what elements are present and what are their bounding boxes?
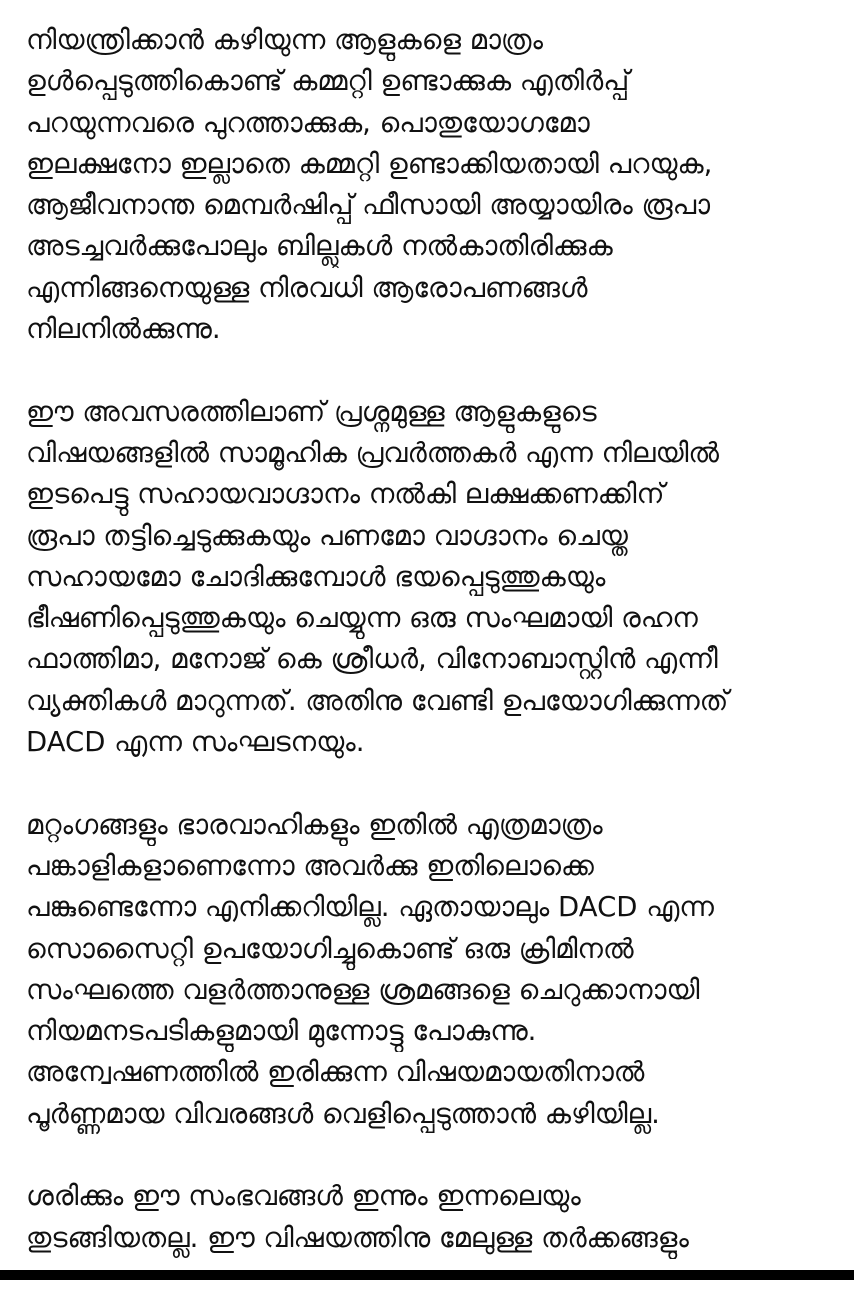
text-line: DACD എന്ന സംഘടനയും.: [26, 726, 365, 759]
text-line: ഫാത്തിമാ, മനോജ് കെ ശ്രീധർ, വിനോബാസ്റ്റിൻ എന്നീ: [26, 643, 718, 676]
paragraph-2: [26, 392, 832, 764]
text-line: നിലനിൽക്കുന്നു.: [26, 313, 221, 346]
text-line: ഭീഷണിപ്പെടുത്തുകയും ചെയ്യുന്ന ഒരു സംഘമായി രഹന: [26, 602, 698, 635]
text-line: പൂർണ്ണമായ വിവരങ്ങൾ വെളിപ്പെടുത്താൻ കഴിയില്ല.: [26, 1097, 660, 1130]
text-line: തുടങ്ങിയതല്ല. ഈ വിഷയത്തിനു മേലുള്ള തർക്കങ്ങളും: [26, 1221, 689, 1254]
text-line: സംഘത്തെ വളർത്താനുള്ള ശ്രമങ്ങളെ ചെറുക്കാനായി: [26, 973, 700, 1006]
text-line: രൂപാ തട്ടിച്ചെടുക്കുകയും പണമോ വാഗ്ദാനം ചെയ്ത: [26, 519, 628, 552]
text-line: പങ്കുണ്ടെന്നോ എനിക്കറിയില്ല. ഏതായാലും DACD എന്ന: [26, 891, 714, 924]
text-line: ഉൾപ്പെടുത്തികൊണ്ട് കമ്മറ്റി ഉണ്ടാക്കുക എതിർപ്പ്: [26, 65, 630, 98]
text-line: സൊസൈറ്റി ഉപയോഗിച്ചുകൊണ്ട് ഒരു ക്രിമിനൽ: [26, 932, 634, 965]
text-line: ഈ അവസരത്തിലാണ് പ്രശ്നമുള്ള ആളുകളുടെ: [26, 395, 597, 428]
screen-bottom-edge: [0, 1270, 854, 1280]
text-line: അടച്ചവർക്കുപോലും ബില്ലുകൾ നൽകാതിരിക്കുക: [26, 230, 613, 263]
text-line: നിയന്ത്രിക്കാൻ കഴിയുന്ന ആളുകളെ മാത്രം: [26, 24, 543, 56]
text-line: നിയമനടപടികളുമായി മുന്നോട്ടു പോകുന്നു.: [26, 1015, 537, 1048]
paragraph-4: [26, 1176, 832, 1259]
text-line: ഇലക്ഷനോ ഇല്ലാതെ കമ്മറ്റി ഉണ്ടാക്കിയതായി പറയുക,: [26, 147, 713, 180]
text-line: അന്വേഷണത്തിൽ ഇരിക്കുന്ന വിഷയമായതിനാൽ: [26, 1056, 645, 1089]
text-line: സഹായമോ ചോദിക്കുമ്പോൾ ഭയപ്പെടുത്തുകയും: [26, 560, 606, 593]
text-line: ശരിക്കും ഈ സംഭവങ്ങൾ ഇന്നും ഇന്നലെയും: [26, 1180, 581, 1213]
text-line: വ്യക്തികൾ മാറുന്നത്. അതിനു വേണ്ടി ഉപയോഗിക്കുന്നത്: [26, 684, 729, 717]
text-line: പറയുന്നവരെ പുറത്താക്കുക, പൊതുയോഗമോ: [26, 106, 590, 139]
text-line: എന്നിങ്ങനെയുള്ള നിരവധി ആരോപണങ്ങൾ: [26, 271, 588, 304]
text-line: ആജീവനാന്ത മെമ്പർഷിപ്പ് ഫീസായി അയ്യായിരം രൂപാ: [26, 189, 711, 222]
paragraph-3: [26, 805, 832, 1135]
paragraph-1: [26, 20, 832, 350]
post-body: [26, 20, 832, 1300]
text-line: ഇടപെട്ടു സഹായവാഗ്ദാനം നൽകി ലക്ഷക്കണക്കിന്: [26, 478, 665, 511]
text-line: വിഷയങ്ങളിൽ സാമൂഹിക പ്രവർത്തകർ എന്ന നിലയിൽ: [26, 436, 720, 469]
text-line: പങ്കാളികളാണെന്നോ അവർക്കു ഇതിലൊക്കെ: [26, 849, 594, 882]
text-line: മറ്റംഗങ്ങളും ഭാരവാഹികളും ഇതിൽ എത്രമാത്രം: [26, 808, 603, 841]
